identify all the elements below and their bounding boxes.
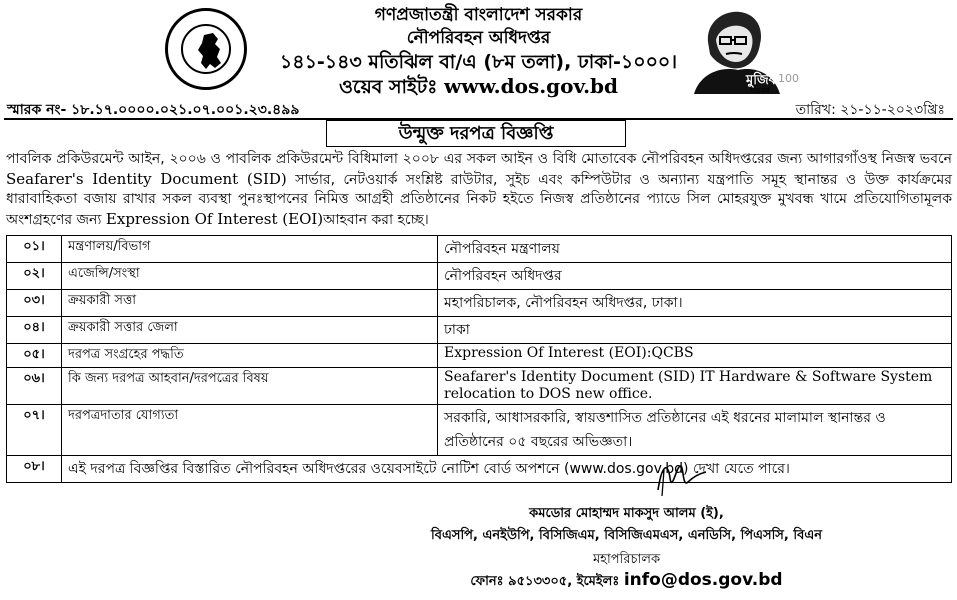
row-value: নৌপরিবহন অধিদপ্তর xyxy=(438,263,952,290)
row-number: ০২। xyxy=(7,263,62,290)
website-label: ওয়েব সাইটঃ xyxy=(338,76,438,98)
row-value: ঢাকা xyxy=(438,317,952,344)
org-line-2: নৌপরিবহন অধিদপ্তর xyxy=(406,28,551,48)
table-row xyxy=(7,405,952,456)
table-row xyxy=(7,317,952,344)
signatory-contact xyxy=(148,570,957,593)
row-number: ০৬। xyxy=(7,368,62,405)
portrait-caption-3: 100 xyxy=(778,72,799,85)
row-value: এই দরপত্র বিজ্ঞপ্তির বিস্তারিত নৌপরিবহন অধিদপ্তরের ওয়েবসাইটে নোটিশ বোর্ড অপশনে (www.dos.gov.bd) দেখা যেতে পারে। xyxy=(62,456,952,483)
row-label: দরপত্র সংগ্রহের পদ্ধতি xyxy=(62,344,438,368)
row-number: ০৭। xyxy=(7,405,62,456)
signatory-credentials: বিএসপি, এনইউপি, বিসিজিএম, বিসিজিএমএস, এনডিসি, পিএসসি, বিএন xyxy=(431,528,822,543)
table-row xyxy=(7,290,952,317)
row-label: ক্রয়কারী সত্তা xyxy=(62,290,438,317)
table-row xyxy=(7,344,952,368)
table-row xyxy=(7,263,952,290)
row-value: মহাপরিচালক, নৌপরিবহন অধিদপ্তর, ঢাকা। xyxy=(438,290,952,317)
website-link[interactable]: www.dos.gov.bd xyxy=(444,74,619,98)
row-label: মন্ত্রণালয়/বিভাগ xyxy=(62,236,438,263)
contact-phone: ফোনঃ ৯৫১৩৩০৫, ইমেইলঃ xyxy=(470,574,620,589)
intro-text-2: সার্ভার, নেটওয়ার্ক সংশ্লিষ্ট রাউটার, সুইচ এবং কম্পিউটার ও অন্যান্য যন্ত্রপাতি সমূহ স্থানান্তর ও উক্ত কার্যক্রমের ধারাবাহিকতা বজায় রাখার সকল ব্যবস্থা পুনঃস্থাপনের নিমিত্ত আগ্রহী প্রতিষ্ঠানের নিকট হইতে নিজস্ব প্রতিষ্ঠানের প্যাডে সিল মোহরযুক্ত মুখবন্ধ খামে প্রতিযোগিতামূলক অংশগ্রহণের জন্য xyxy=(6,171,952,228)
portrait-caption-2: শতবর্ষ xyxy=(750,86,770,94)
row-label: কি জন্য দরপত্র আহবান/দরপত্রের বিষয় xyxy=(62,368,438,405)
row-number: ০৫। xyxy=(7,344,62,368)
table-row xyxy=(7,456,952,483)
memo-date: তারিখ: ২১-১১-২০২৩খ্রিঃ xyxy=(795,102,945,118)
row-number: ০৮। xyxy=(7,456,62,483)
row-number: ০১। xyxy=(7,236,62,263)
contact-email[interactable]: info@dos.gov.bd xyxy=(623,570,783,590)
row-label: ক্রয়কারী সত্তার জেলা xyxy=(62,317,438,344)
intro-text-3: আহবান করা হচ্ছে। xyxy=(323,211,429,228)
org-line-1: গণপ্রজাতন্ত্রী বাংলাদেশ সরকার xyxy=(374,5,583,25)
signature-scribble xyxy=(648,458,712,498)
intro-text-1: পাবলিক প্রকিউরমেন্ট আইন, ২০০৬ ও পাবলিক প্রকিউরমেন্ট বিধিমালা ২০০৮ এর সকল আইন ও বিধি মোতাবেক নৌপরিবহন অধিদপ্তরের জন্য আগারগাঁওস্থ নিজস্ব ভবনে xyxy=(6,151,952,167)
intro-sid-term: Seafarer's Identity Document (SID) xyxy=(6,169,287,188)
intro-paragraph xyxy=(6,150,952,230)
memo-number: স্মারক নং- ১৮.১৭.০০০০.০২১.০৭.০০১.২৩.৪৯৯ xyxy=(7,102,300,118)
signatory-name: কমডোর মোহাম্মদ মাকসুদ আলম (ই), xyxy=(529,506,724,521)
row-number: ০৪। xyxy=(7,317,62,344)
row-value: নৌপরিবহন মন্ত্রণালয় xyxy=(438,236,952,263)
row-label: এজেন্সি/সংস্থা xyxy=(62,263,438,290)
row-value: Seafarer's Identity Document (SID) IT Hardware & Software System relocation to DOS new office. xyxy=(438,368,952,405)
table-row xyxy=(7,236,952,263)
table-row xyxy=(7,368,952,405)
signatory-designation: মহাপরিচালক xyxy=(592,552,661,567)
mujib-100-portrait-logo xyxy=(690,4,802,94)
org-address: ১৪১-১৪৩ মতিঝিল বা/এ (৮ম তলা), ঢাকা-১০০০। xyxy=(279,51,678,73)
portrait-caption: মুজিব xyxy=(746,73,776,88)
row-value: সরকারি, আধাসরকারি, স্বায়ত্তশাসিত প্রতিষ্ঠানের এই ধরনের মালামাল স্থানান্তর ও প্রতিষ্ঠানের ০৫ বছরের অভিজ্ঞতা। xyxy=(438,405,952,456)
tender-info-table xyxy=(6,235,952,483)
intro-eoi-term: Expression Of Interest (EOI) xyxy=(105,209,324,228)
row-label: দরপত্রদাতার যোগ্যতা xyxy=(62,405,438,456)
notice-title: উন্মুক্ত দরপত্র বিজ্ঞপ্তি xyxy=(326,120,626,147)
row-value: Expression Of Interest (EOI):QCBS xyxy=(438,344,952,368)
row-number: ০৩। xyxy=(7,290,62,317)
